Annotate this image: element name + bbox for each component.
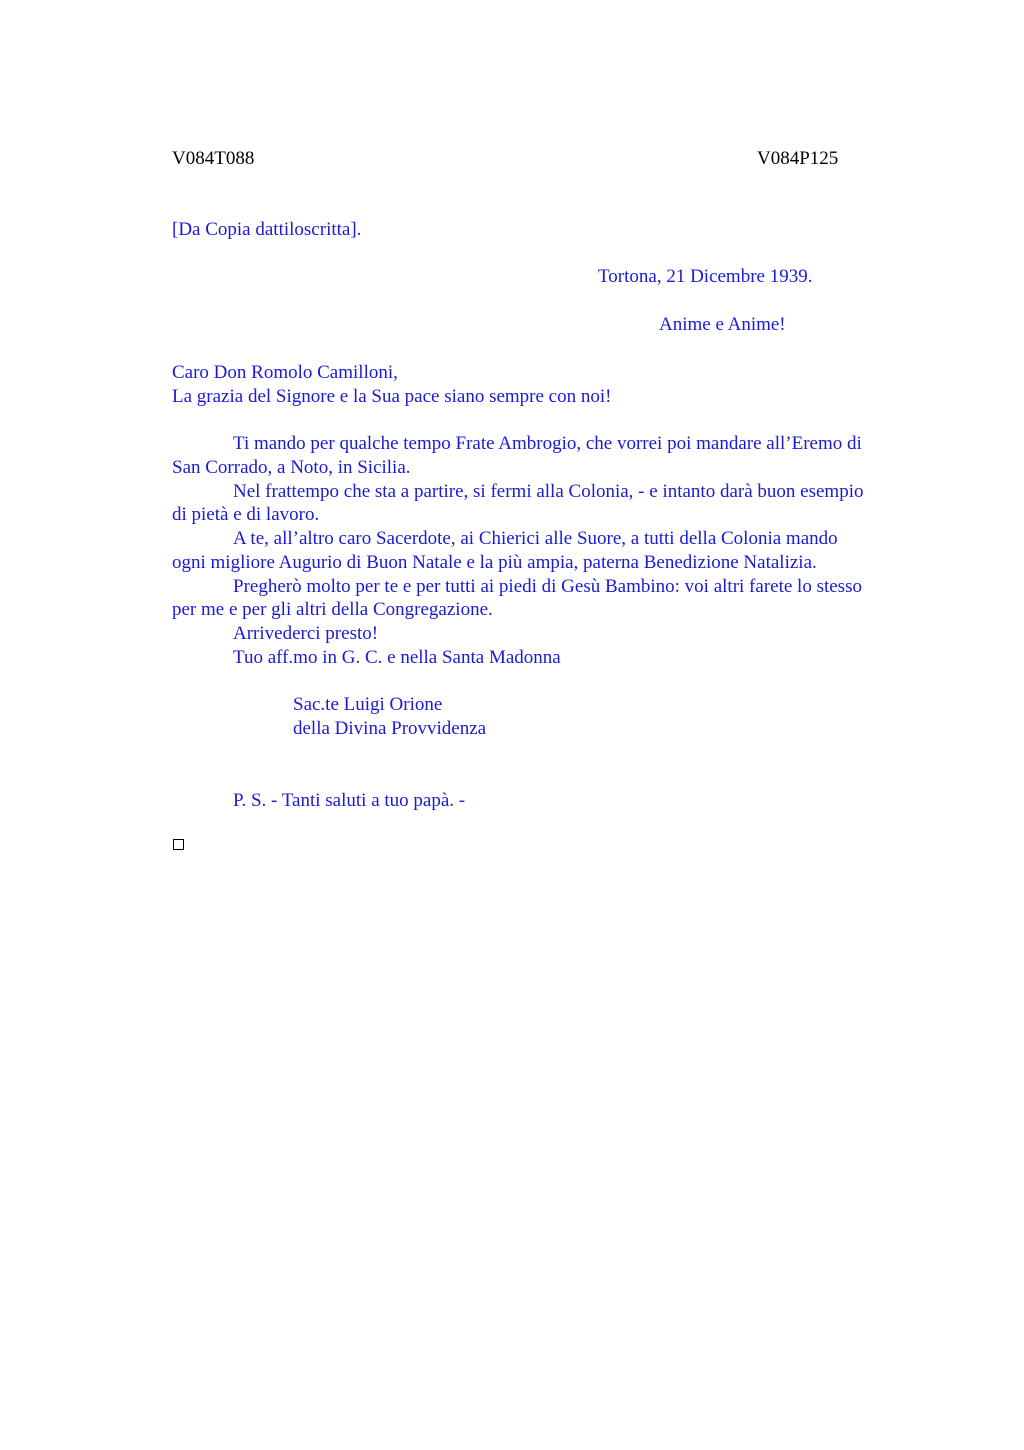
salutation-line-1: Caro Don Romolo Camilloni, <box>172 362 398 383</box>
paragraph-3-line-2: ogni migliore Augurio di Buon Natale e la più ampia, paterna Benedizione Natalizia. <box>172 552 817 573</box>
paragraph-2-line-2: di pietà e di lavoro. <box>172 504 320 525</box>
paragraph-4-line-2: per me e per gli altri della Congregazione. <box>172 599 493 620</box>
paragraph-2-line-1: Nel frattempo che sta a partire, si fermi alla Colonia, - e intanto darà buon esempio <box>233 481 864 502</box>
paragraph-6: Tuo aff.mo in G. C. e nella Santa Madonna <box>233 647 561 668</box>
postscript: P. S. - Tanti saluti a tuo papà. - <box>233 790 466 811</box>
salutation-line-2: La grazia del Signore e la Sua pace siano sempre con noi! <box>172 386 612 407</box>
paragraph-4-line-1: Pregherò molto per te e per tutti ai piedi di Gesù Bambino: voi altri farete lo stesso <box>233 576 862 597</box>
reference-code-right: V084P125 <box>757 148 839 169</box>
paragraph-1-line-2: San Corrado, a Noto, in Sicilia. <box>172 457 411 478</box>
paragraph-1-line-1: Ti mando per qualche tempo Frate Ambrogio, che vorrei poi mandare all’Eremo di <box>233 433 862 454</box>
paragraph-5: Arrivederci presto! <box>233 623 379 644</box>
date-line: Tortona, 21 Dicembre 1939. <box>598 266 813 287</box>
motto: Anime e Anime! <box>659 314 786 335</box>
paragraph-3-line-1: A te, all’altro caro Sacerdote, ai Chierici alle Suore, a tutti della Colonia mando <box>233 528 838 549</box>
signature-title: della Divina Provvidenza <box>293 718 487 739</box>
source-note: [Da Copia dattiloscritta]. <box>172 219 362 240</box>
signature-name: Sac.te Luigi Orione <box>293 694 443 715</box>
reference-code-left: V084T088 <box>172 148 255 169</box>
end-marker-square-icon <box>173 839 184 850</box>
